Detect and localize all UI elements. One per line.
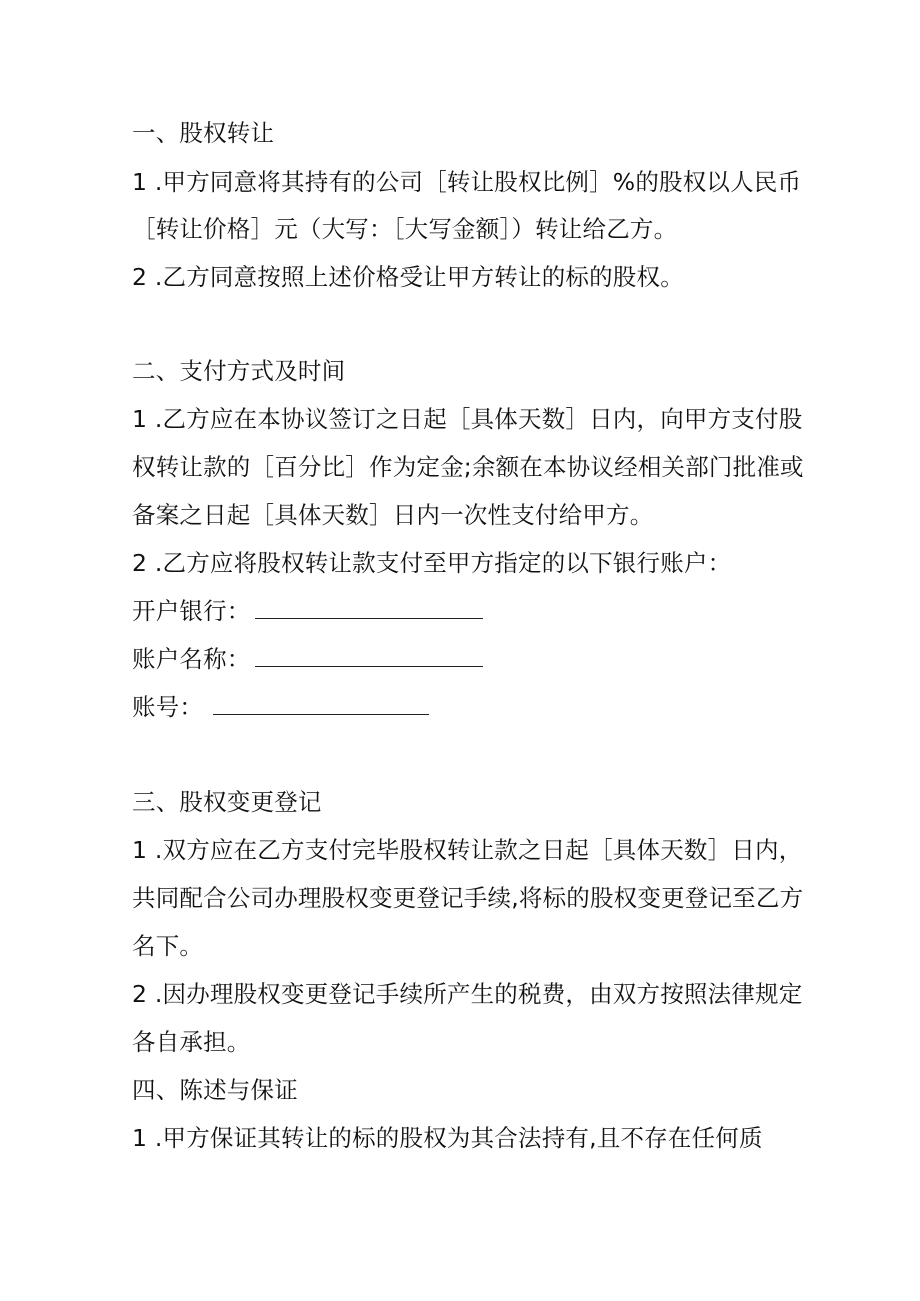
section-1-line-2: ［转让价格］元（大写：［大写金额］）转让给乙方。	[132, 215, 678, 243]
section-1-line-3: 2 .乙方同意按照上述价格受让甲方转让的标的股权。	[132, 263, 684, 291]
section-2-line-2: 权转让款的［百分比］作为定金;余额在本协议经相关部门批准或	[132, 453, 804, 481]
section-3-line-3: 名下。	[132, 932, 204, 960]
account-name-label: 账户名称：	[132, 645, 251, 673]
account-name-blank	[255, 644, 483, 667]
section-3-heading: 三、股权变更登记	[132, 788, 322, 816]
account-number-field	[132, 692, 429, 722]
account-name-field	[132, 644, 483, 674]
section-3-line-5: 各自承担。	[132, 1028, 251, 1056]
section-2-line-3: 备案之日起［具体天数］日内一次性支付给甲方。	[132, 501, 654, 529]
section-4-heading: 四、陈述与保证	[132, 1076, 298, 1104]
section-1-line-1: 1 .甲方同意将其持有的公司［转让股权比例］%的股权以人民币	[132, 168, 802, 196]
section-2-heading: 二、支付方式及时间	[132, 357, 346, 385]
section-3-line-4: 2 .因办理股权变更登记手续所产生的税费，由双方按照法律规定	[132, 980, 803, 1008]
bank-name-field	[132, 596, 483, 626]
bank-name-blank	[255, 596, 483, 619]
section-4-line-1: 1 .甲方保证其转让的标的股权为其合法持有,且不存在任何质	[132, 1124, 763, 1152]
account-number-blank	[213, 692, 429, 715]
section-2-line-1: 1 .乙方应在本协议签订之日起［具体天数］日内，向甲方支付股	[132, 405, 803, 433]
section-1-heading: 一、股权转让	[132, 119, 275, 147]
account-number-label: 账号：	[132, 693, 204, 721]
section-2-line-4: 2 .乙方应将股权转让款支付至甲方指定的以下银行账户：	[132, 549, 732, 577]
section-3-line-2: 共同配合公司办理股权变更登记手续,将标的股权变更登记至乙方	[132, 884, 804, 912]
bank-name-label: 开户银行：	[132, 597, 251, 625]
section-3-line-1: 1 .双方应在乙方支付完毕股权转让款之日起［具体天数］日内，	[132, 836, 803, 864]
